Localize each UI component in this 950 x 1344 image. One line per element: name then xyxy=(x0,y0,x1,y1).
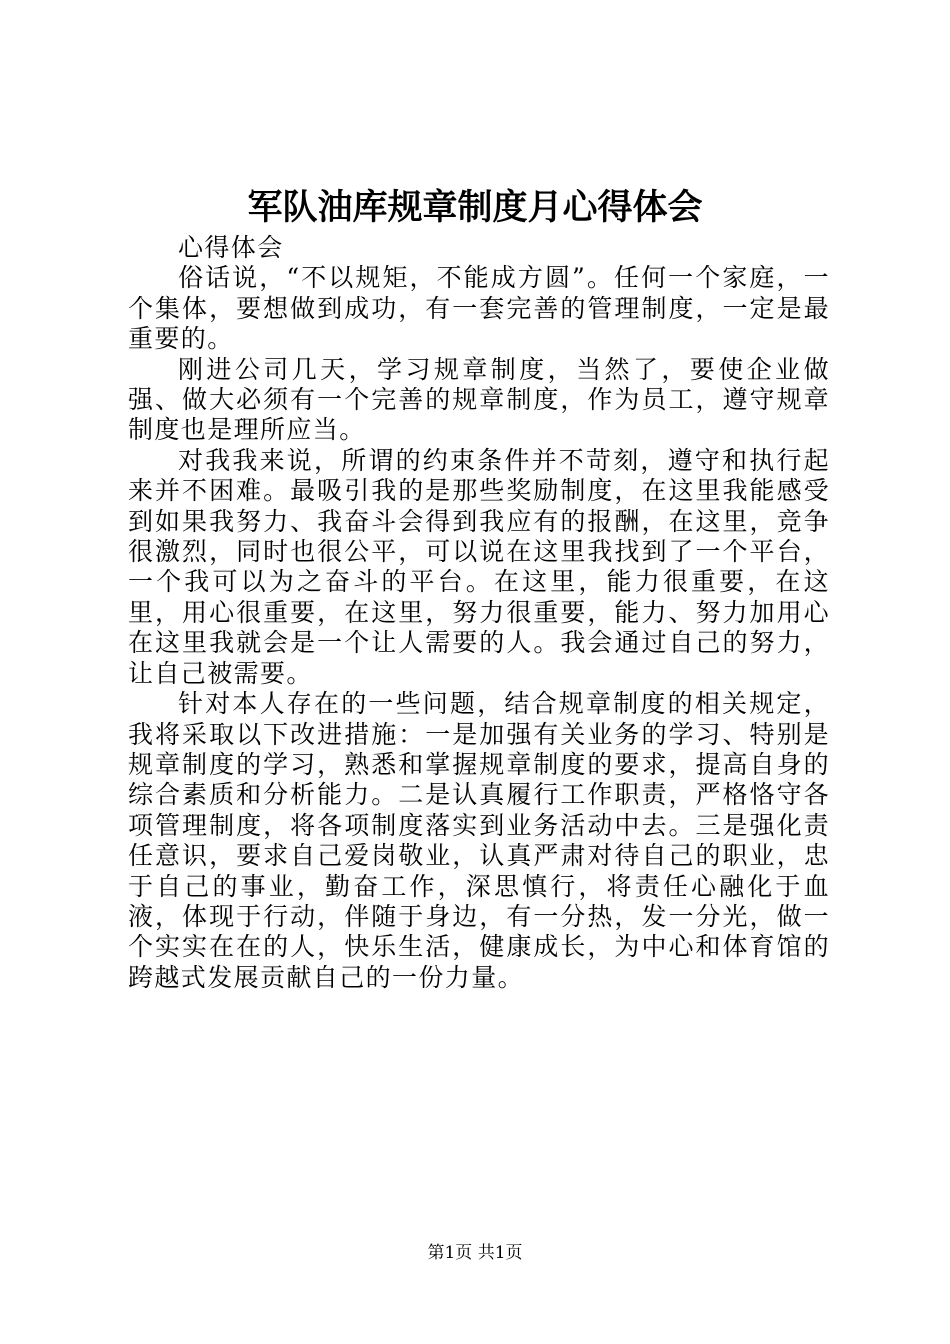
paragraph-heading: 心得体会 xyxy=(178,233,284,262)
page-number-footer: 第1页 共1页 xyxy=(427,1243,523,1263)
paragraph: 对我我来说，所谓的约束条件并不苛刻，遵守和执行起来并不困难。最吸引我的是那些奖励制度，在这里我能感受到如果我努力、我奋斗会得到我应有的报酬，在这里，竞争很激烈，同时也很公平，可以说在这里我找到了一个平台，一个我可以为之奋斗的平台。在这里，能力很重要，在这里，用心很重要，在这里，努力很重要，能力、努力加用心在这里我就会是一个让人需要的人。我会通过自己的努力，让自己被需要。 xyxy=(128,445,830,688)
document-body xyxy=(128,233,830,993)
paragraph: 针对本人存在的一些问题，结合规章制度的相关规定，我将采取以下改进措施：一是加强有关业务的学习、特别是规章制度的学习，熟悉和掌握规章制度的要求，提高自身的综合素质和分析能力。二是认真履行工作职责，严格恪守各项管理制度，将各项制度落实到业务活动中去。三是强化责任意识，要求自己爱岗敬业，认真严肃对待自己的职业，忠于自己的事业，勤奋工作，深思慎行，将责任心融化于血液，体现于行动，伴随于身边，有一分热，发一分光，做一个实实在在的人，快乐生活，健康成长，为中心和体育馆的跨越式发展贡献自己的一份力量。 xyxy=(128,689,830,992)
paragraph: 刚进公司几天，学习规章制度，当然了，要使企业做强、做大必须有一个完善的规章制度，作为员工，遵守规章制度也是理所应当。 xyxy=(128,354,830,445)
document-title: 军队油库规章制度月心得体会 xyxy=(247,188,703,228)
paragraph: 俗话说，“不以规矩，不能成方圆”。任何一个家庭，一个集体，要想做到成功，有一套完善的管理制度，一定是最重要的。 xyxy=(128,263,830,354)
